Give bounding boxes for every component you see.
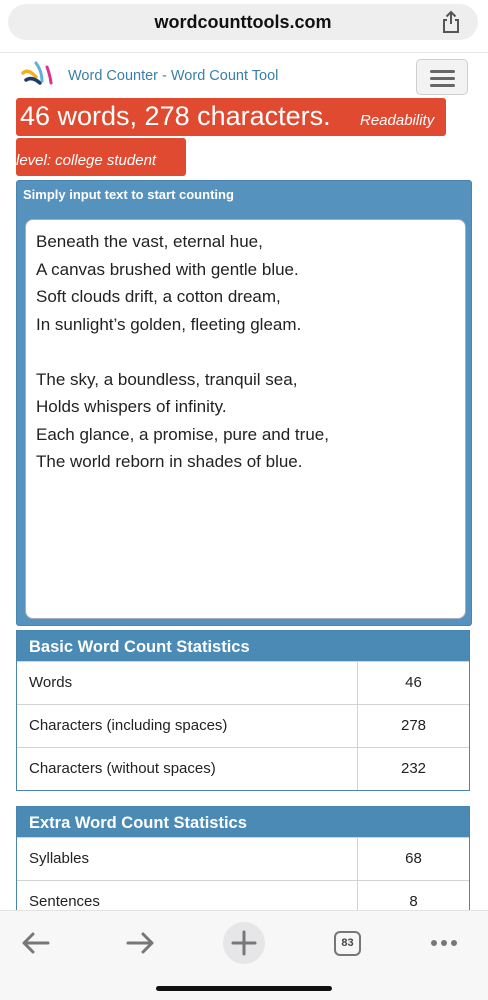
text-line: A canvas brushed with gentle blue. bbox=[36, 259, 299, 279]
url-text: wordcounttools.com bbox=[154, 12, 332, 32]
readability-prefix: Readability bbox=[360, 112, 435, 129]
new-tab-plus-icon[interactable] bbox=[222, 921, 266, 965]
stat-label: Sentences bbox=[29, 893, 100, 910]
count-summary: 46 words, 278 characters. bbox=[20, 101, 331, 131]
home-indicator[interactable] bbox=[156, 986, 332, 991]
browser-url-bar bbox=[0, 0, 488, 52]
tab-count: 83 bbox=[334, 931, 361, 956]
stat-label: Characters (without spaces) bbox=[29, 760, 216, 777]
share-icon[interactable] bbox=[440, 10, 462, 34]
count-summary-banner bbox=[16, 98, 446, 136]
text-line bbox=[36, 338, 455, 366]
stat-label: Characters (including spaces) bbox=[29, 717, 228, 734]
extra-stats-table bbox=[16, 806, 470, 924]
text-line: Each glance, a promise, pure and true, bbox=[36, 424, 329, 444]
menu-bar bbox=[430, 84, 455, 87]
site-title[interactable]: Word Counter - Word Count Tool bbox=[68, 68, 279, 84]
basic-stats-table bbox=[16, 630, 470, 791]
stat-label: Syllables bbox=[29, 850, 90, 867]
text-line: Soft clouds drift, a cotton dream, bbox=[36, 287, 281, 306]
table-row bbox=[17, 661, 469, 704]
stat-value: 232 bbox=[357, 748, 469, 790]
input-panel bbox=[16, 180, 472, 626]
stat-value: 8 bbox=[357, 881, 469, 923]
text-line: In sunlight’s golden, fleeting gleam. bbox=[36, 314, 302, 334]
table-row bbox=[17, 747, 469, 790]
table-row bbox=[17, 837, 469, 880]
menu-bar bbox=[430, 77, 455, 80]
tabs-icon[interactable] bbox=[326, 921, 370, 965]
stat-value: 68 bbox=[357, 838, 469, 880]
stat-value: 46 bbox=[357, 662, 469, 704]
menu-icon[interactable] bbox=[416, 59, 468, 95]
site-header bbox=[0, 52, 488, 98]
extra-stats-heading: Extra Word Count Statistics bbox=[17, 807, 469, 837]
readability-level: level: college student bbox=[16, 152, 157, 169]
text-line: The world reborn in shades of blue. bbox=[36, 452, 303, 471]
text-input-area[interactable] bbox=[25, 219, 466, 619]
text-line: The sky, a boundless, tranquil sea, bbox=[36, 369, 298, 389]
forward-arrow-icon[interactable] bbox=[118, 921, 162, 965]
input-panel-heading: Simply input text to start counting bbox=[23, 187, 234, 202]
back-arrow-icon[interactable] bbox=[14, 921, 58, 965]
menu-bar bbox=[430, 70, 455, 73]
address-field[interactable] bbox=[8, 4, 478, 40]
more-icon[interactable] bbox=[422, 921, 466, 965]
readability-banner bbox=[16, 138, 186, 176]
text-line: Holds whispers of infinity. bbox=[36, 397, 227, 416]
stat-label: Words bbox=[29, 674, 73, 691]
basic-stats-heading: Basic Word Count Statistics bbox=[17, 631, 469, 661]
table-row bbox=[17, 704, 469, 747]
stat-value: 278 bbox=[357, 705, 469, 747]
text-line: Beneath the vast, eternal hue, bbox=[36, 232, 263, 251]
logo-icon[interactable] bbox=[20, 59, 64, 89]
